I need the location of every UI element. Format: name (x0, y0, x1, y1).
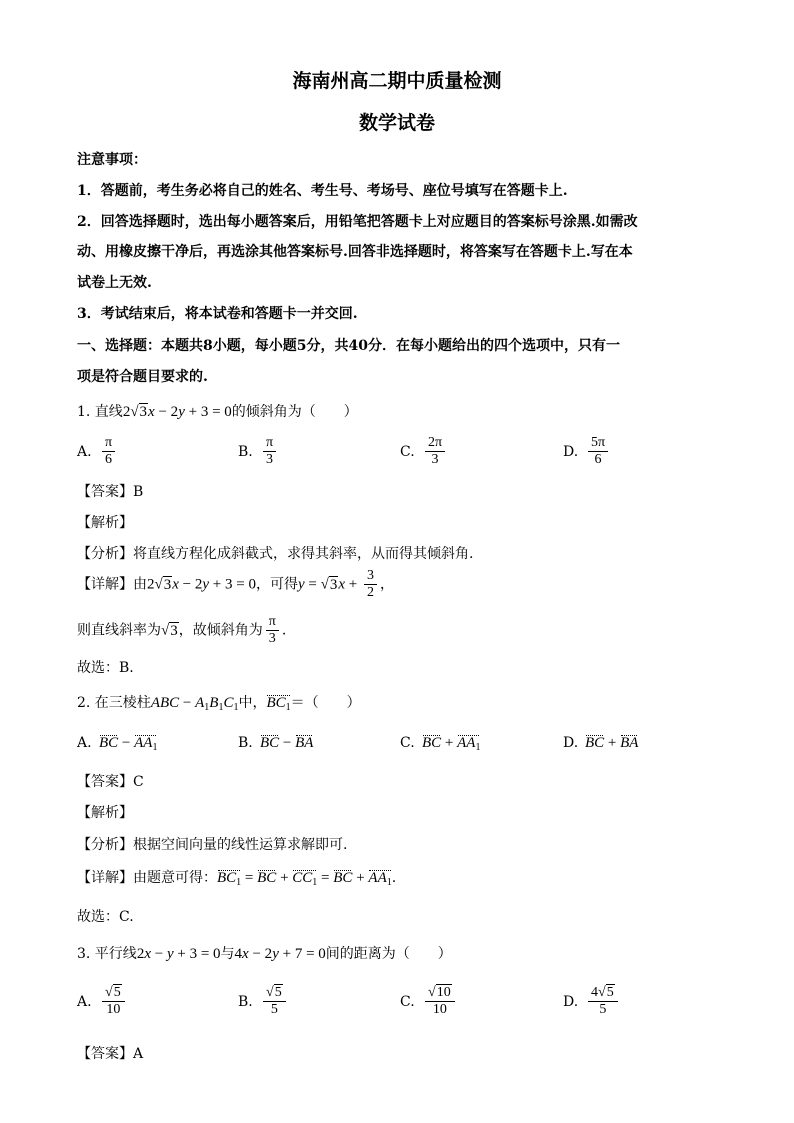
question-1-suffix: 的倾斜角为（ ） (231, 404, 358, 420)
notice-item-3: 3．考试结束后，将本试卷和答题卡一并交回. (77, 306, 358, 322)
question-3-option-d: D. $\frac{4√5}{5}$ (563, 985, 621, 1018)
question-3-option-a: A. $\frac{√5}{10}$ (77, 985, 128, 1018)
notice-item-2-line-2: 动、用橡皮擦干净后，再选涂其他答案标号.回答非选择题时，将答案写在答题卡上.写在本 (77, 244, 633, 260)
question-1-equation: 2√3x − 2y + 3 = 0 (122, 404, 232, 420)
question-1-option-b: B. $\frac{\pi}{3}$ (238, 435, 279, 468)
question-3-answer: 【答案】A (77, 1046, 144, 1062)
question-1-fenxi: 【分析】将直线方程化成斜截式，求得其斜率，从而得其倾斜角. (77, 546, 474, 562)
question-1-slope: 则直线斜率为√3，故倾斜角为 $\frac{\pi}{3}$ . (77, 614, 287, 646)
question-1-conclusion: 故选：B. (77, 660, 134, 676)
section-1-heading-line-2: 项是符合题目要求的. (77, 369, 208, 385)
notice-item-2-line-1: 2．回答选择题时，选出每小题答案后，用铅笔把答题卡上对应题目的答案标号涂黑.如需改 (77, 214, 638, 230)
question-3-stem: 3. 平行线2x − y + 3 = 0与4x − 2y + 7 = 0间的距离为（ ） (77, 946, 452, 962)
question-2-option-d: D. BC + BA (563, 735, 639, 751)
question-2-detail: 【详解】由题意可得：$BC_1$ = BC + $CC_1$ = BC + $AA_1$. (77, 870, 397, 888)
question-1-answer: 【答案】B (77, 484, 144, 500)
question-2-option-b: B. BC − BA (238, 735, 314, 751)
exam-subtitle: 数学试卷 (358, 112, 435, 134)
question-1-option-c: C. $\frac{2\pi}{3}$ (400, 435, 448, 468)
question-3-option-c: C. $\frac{√10}{10}$ (400, 985, 458, 1018)
question-1-stem (77, 401, 358, 421)
question-1-option-a: A. $\frac{\pi}{6}$ (77, 435, 118, 468)
question-3-option-b: B. $\frac{√5}{5}$ (238, 985, 289, 1018)
question-2-option-c: C. BC + $AA_1$ (400, 735, 481, 753)
question-2-analysis-label: 【解析】 (77, 805, 133, 821)
question-2-fenxi: 【分析】根据空间向量的线性运算求解即可. (77, 837, 348, 853)
question-2-stem: 2. 在三棱柱ABC − $A_1B_1C_1$中，$BC_1=$（ ） (77, 695, 361, 713)
question-1-option-d: D. $\frac{5\pi}{6}$ (563, 435, 611, 468)
exam-title: 海南州高二期中质量检测 (292, 70, 502, 92)
question-2-answer: 【答案】C (77, 774, 144, 790)
question-1-detail: 【详解】由2√3x − 2y + 3 = 0，可得y = √3x + $\frac{3}{2}$ ， (77, 568, 394, 600)
question-2-option-a: A. BC − $AA_1$ (77, 735, 158, 753)
question-2-conclusion: 故选：C. (77, 909, 134, 925)
question-1-prefix: 1. 直线 (77, 404, 123, 420)
notice-item-2-line-3: 试卷上无效. (77, 275, 152, 291)
notice-heading: 注意事项： (77, 152, 147, 168)
section-1-heading-line-1: 一、选择题：本题共8小题，每小题5分，共40分．在每小题给出的四个选项中，只有一 (77, 338, 620, 354)
notice-item-1: 1．答题前，考生务必将自己的姓名、考生号、考场号、座位号填写在答题卡上. (77, 183, 568, 199)
question-1-analysis-label: 【解析】 (77, 515, 133, 531)
